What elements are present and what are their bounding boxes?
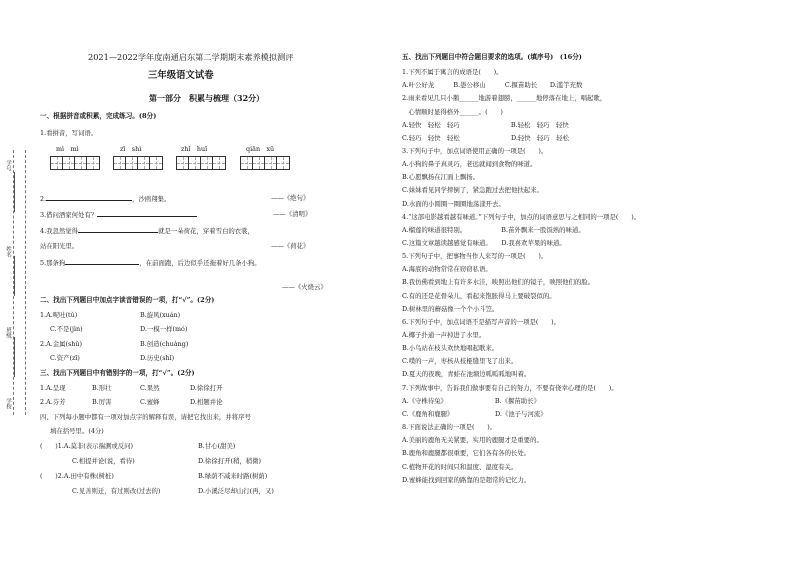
pinyin-1: mì mì xyxy=(56,145,79,153)
section-5-line[interactable]: A.海底的动物常常在窃窃私语。 xyxy=(402,265,492,274)
s2-r2-a[interactable]: C.不是(jìn) xyxy=(50,325,83,333)
s2-r1-a[interactable]: 1.A.呢吐(tǔ) xyxy=(40,311,78,319)
s2-r3-a[interactable]: 2.A.金属(shǔ) xyxy=(40,340,83,348)
section-5-line[interactable]: A.轻快 轻松 轻巧 B.轻松 轻巧 轻快 xyxy=(402,120,569,129)
s2-r2-b[interactable]: D.一模一样(mó) xyxy=(140,325,188,333)
s3-r2-d[interactable]: D.相题并论 xyxy=(190,398,223,406)
section-5-line[interactable]: C.《鹿角和鹿腿》 D.《池子与河流》 xyxy=(402,409,547,418)
section-5-line: 1.下列不属于寓言的成语是( )。 xyxy=(402,68,503,76)
s3-r2-b[interactable]: B.厉害 xyxy=(92,398,112,406)
s4-r4-a[interactable]: C.见善则迁，有过则改(过去的) xyxy=(72,487,161,495)
s3-r1-a[interactable]: 1.A.呈现 xyxy=(40,384,66,392)
s1-q4-source: ——《荷花》 xyxy=(271,242,310,250)
s1-q3 xyxy=(40,210,197,219)
s2-r3-b[interactable]: B.创造(chuàng) xyxy=(140,340,189,348)
section-5-line[interactable]: C.有的还是花骨朵儿，看起来饱胀得马上要破裂似的。 xyxy=(402,291,556,300)
section-5-line[interactable]: D.水面的小圆圈一圈圈地荡漾开去。 xyxy=(402,199,505,208)
s3-r1-c[interactable]: C.果然 xyxy=(140,384,160,392)
section-5-line: 心情顺时显得格外______。( ) xyxy=(402,107,503,116)
section-5-line[interactable]: C.噗的一声，枣核从枝桠缝里飞了出来。 xyxy=(402,357,518,366)
binding-line-inner xyxy=(25,150,26,415)
s4-r2-a[interactable]: C.相提并论(说，看待) xyxy=(72,457,135,465)
s1-q4 xyxy=(40,226,254,235)
s1-q1: 1.看拼音，写词语。 xyxy=(40,129,98,137)
s3-r1-b[interactable]: B.形壮 xyxy=(92,384,112,392)
section-2-title: 二、找出下列题目中加点字读音错误的一项，打“√”。(2分) xyxy=(40,296,215,304)
s2-r1-b[interactable]: B.旋风(xuán) xyxy=(140,311,181,319)
section-5-line[interactable]: B.我仿佛看到地上有许多水洼，映照出他们的镜子，映照他们的脸。 xyxy=(402,278,595,287)
section-4-title-cont: 填在括号里。(4分) xyxy=(50,427,104,435)
s4-r2-b[interactable]: D.徐徐打开(稍，稍微) xyxy=(198,457,262,465)
side-write-line-1[interactable] xyxy=(14,172,15,212)
section-5-line: 5.下列句子中，把事物当作人来写的一项是( )。 xyxy=(402,252,548,261)
section-3-title: 三、找出下列题目中有错别字的一项，打“√”。(2分) xyxy=(40,369,195,377)
section-5-line[interactable]: C.妹妹看见同学摔倒了，紧急跑过去把他扶起来。 xyxy=(402,186,543,195)
section-5-title: 五、找出下列题目中符合题目要求的选项。(填序号) (16分) xyxy=(402,53,582,61)
s1-q2-text: ，沙鸥翔集。 xyxy=(132,195,171,203)
writing-grid-3[interactable] xyxy=(176,156,226,170)
side-label-xuehao: 学号 xyxy=(5,160,11,171)
s1-q4-text-b: 就是一朵荷花，穿着雪白的衣裳， xyxy=(158,227,254,235)
s1-q4-cont: 站在阳光里。 xyxy=(40,242,79,250)
section-5-line[interactable]: A.榴莲的味道很特别。 B.苗外飘来一股饭熟的味道。 xyxy=(402,225,585,234)
section-5-line[interactable]: A.叶公好龙 B.愚公移山 C.揠苗助长 D.滥竽充数 xyxy=(402,81,583,90)
s3-r2-a[interactable]: 2.A.芬芳 xyxy=(40,398,66,406)
section-5-line[interactable]: D.蜜蜂能找到回家的路靠的是超常的记忆力。 xyxy=(402,475,531,484)
part-one-heading: 第一部分 积累与梳理（32分） xyxy=(149,93,265,103)
section-5-line[interactable]: A.小狗的鼻子真灵巧，老远就闻到食物的味道。 xyxy=(402,160,537,169)
section-5-line[interactable]: C.轻巧 轻快 轻松 D.轻快 轻巧 轻松 xyxy=(402,133,569,142)
s1-q2 xyxy=(40,194,170,203)
s1-q2-source: ——《绝句》 xyxy=(271,194,310,202)
exam-subtitle: 三年级语文试卷 xyxy=(148,70,214,81)
section-5-line: 6.下列句子中，加点词语不是描写声音的一项是( )。 xyxy=(402,317,561,326)
s1-q5 xyxy=(40,258,261,267)
section-5-line[interactable]: D.树林里的蘑菇像一个个小斗笠。 xyxy=(402,304,499,313)
s4-r1-b[interactable]: B.甘心(甜美) xyxy=(198,442,236,450)
s3-r1-d[interactable]: D.徐徐打开 xyxy=(190,384,223,392)
s1-q2-blank[interactable] xyxy=(46,194,132,201)
s2-r4-a[interactable]: C.资产(zī) xyxy=(50,354,80,362)
section-5-line[interactable]: A.椰子扑通一声掉进了水里。 xyxy=(402,331,486,339)
side-label-banji: 班级 xyxy=(5,327,11,338)
s2-r4-b[interactable]: D.历史(shǐ) xyxy=(140,354,175,362)
s1-q3-blank[interactable] xyxy=(97,210,197,217)
s1-q3-source: ——《清明》 xyxy=(273,210,312,218)
section-5-line[interactable]: C.植物开花的时间只和温度、湿度有关。 xyxy=(402,462,518,471)
writing-grid-4[interactable] xyxy=(240,156,290,170)
section-5-line[interactable]: A.美丽的鹿角无关紧要，实用的鹿腿才是重要的。 xyxy=(402,436,543,445)
section-5-line[interactable]: B.鹿角和鹿腿都很重要，它们各有各的长处。 xyxy=(402,449,531,458)
s3-r2-c[interactable]: C.蜜蜂 xyxy=(140,398,160,406)
section-5-line: 8.下面说法正确的一项是( )。 xyxy=(402,423,497,432)
section-5-line[interactable]: D.夏天的夜晚，青蛙在池塘边呱呱呱地叫着。 xyxy=(402,370,531,379)
section-5-line: 3.下列句子中，加点词语使用正确的一项是( )。 xyxy=(402,146,548,155)
section-5-line: 2.雨来看见几只小鹅______地游着翅膀，______地停落在地上，唱起歌， xyxy=(402,94,607,103)
pinyin-2: zī shì xyxy=(120,145,142,153)
writing-grid-1[interactable] xyxy=(50,156,100,170)
pinyin-3: zhǐ huī xyxy=(181,145,208,153)
section-5-line[interactable]: B.小鸟站在枝头欢快地唱起歌来。 xyxy=(402,344,499,353)
writing-grid-2[interactable] xyxy=(113,156,163,170)
section-4-title: 四、下列每小题中都有一项对加点字的解释有误，请把它找出来，并将序号 xyxy=(40,413,251,421)
s1-q5-text-b: ，在前面跑，后边似乎还拖着好几条小狗。 xyxy=(139,259,261,267)
pinyin-4: qiān xū xyxy=(246,145,275,153)
s1-q5-text-a: 5.那条狗 xyxy=(40,259,66,267)
section-5-line[interactable]: A.《守株待兔》 B.《揠苗助长》 xyxy=(402,396,540,405)
s1-q4-text-a: 4.我忽然觉得 xyxy=(40,227,79,235)
s4-r3-b[interactable]: B.绿荫不减来时路(树荫) xyxy=(198,472,268,480)
s1-q4-blank[interactable] xyxy=(78,226,158,233)
s1-q5-source: ——《火烧云》 xyxy=(282,283,327,291)
section-5-line[interactable]: C.这篇文章越读越感觉有味道。 D.我喜欢苹果的味道。 xyxy=(402,239,566,247)
section-1-title: 一、根据拼音或积累，完成练习。(8分) xyxy=(40,112,157,120)
s4-r1-a[interactable]: ( )1.A.莫非(表示揣测或反问) xyxy=(40,442,134,450)
side-write-line-3[interactable] xyxy=(14,337,15,377)
side-label-xingming: 姓名 xyxy=(5,246,11,257)
section-5-line[interactable]: B.心愿飘扬在江面上飘扬。 xyxy=(402,173,480,182)
s4-r3-a[interactable]: ( )2.A.田中有株(树桩) xyxy=(40,472,114,480)
section-5-line: 4.“这部电影越看越有味道。”下列句子中，加点的词语意思与之相同的一项是( )。 xyxy=(402,212,641,221)
section-5-line: 7.下列故事中，告诉我们做事要有自己的努力，不要有侥幸心理的是( )。 xyxy=(402,383,618,392)
side-label-xuexiao: 学校 xyxy=(5,398,11,409)
s1-q3-text: 3.借问酒家何处有？ xyxy=(40,211,98,219)
s1-q2-num: 2. xyxy=(40,195,47,203)
side-write-line-2[interactable] xyxy=(14,256,15,296)
s4-r4-b[interactable]: D.小溪泛尽却山行(再，又) xyxy=(198,487,274,495)
s1-q5-blank[interactable] xyxy=(65,258,139,265)
exam-title: 2021—2022学年度南通启东第二学期期末素养模拟测评 xyxy=(88,52,294,62)
